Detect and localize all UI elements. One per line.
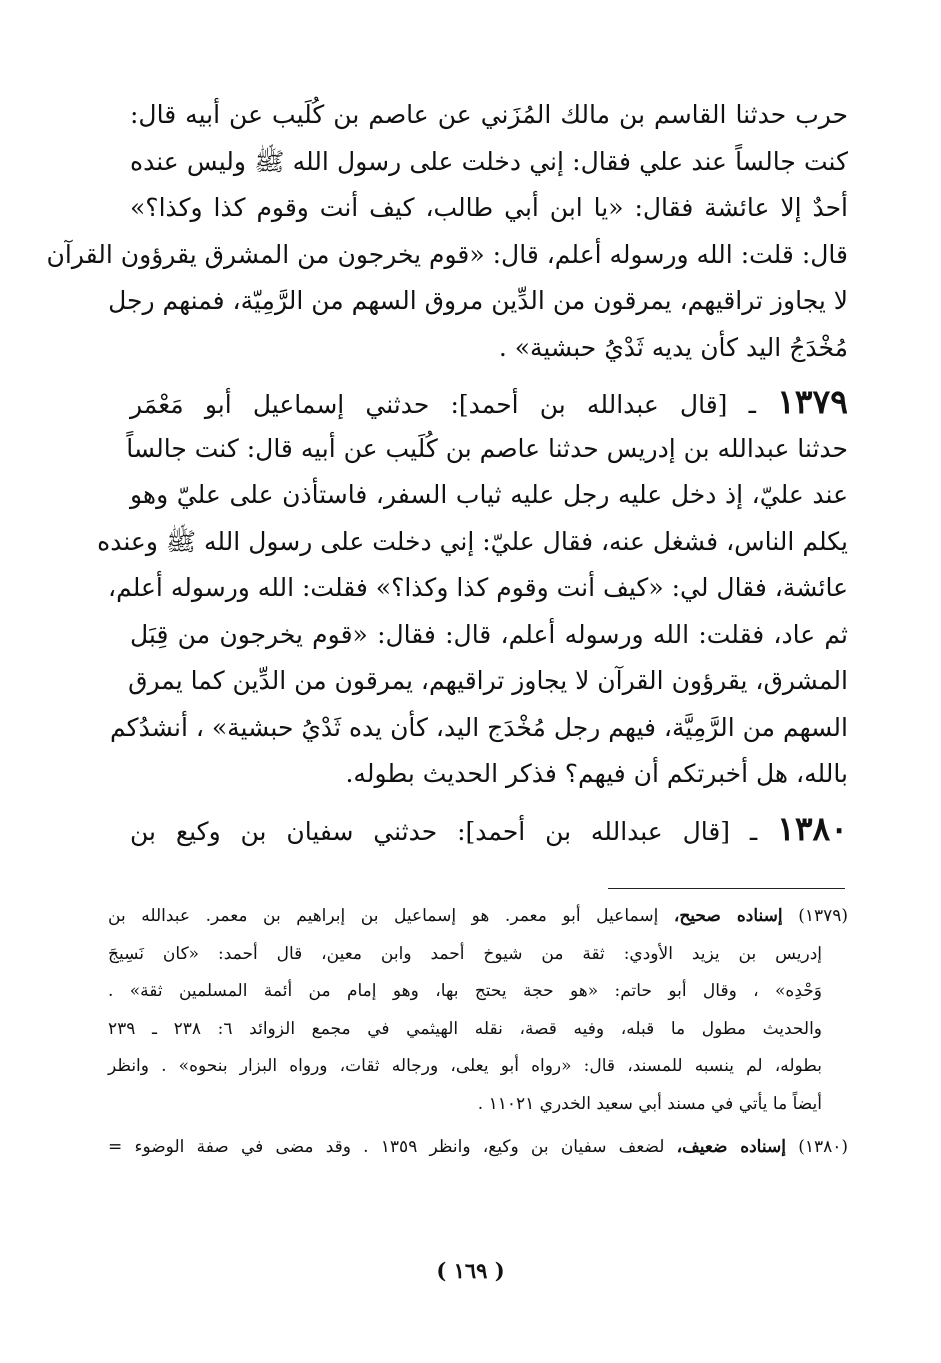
footnote-line: أيضاً ما يأتي في مسند أبي سعيد الخدري ١١٠٢١ . <box>477 1093 822 1114</box>
footnotes-block <box>108 898 848 1167</box>
text-line: ثم عاد، فقلت: الله ورسوله أعلم، قال: فقال: «قوم يخرجون من قِبَل <box>130 619 848 649</box>
hadith-number: ١٣٧٩ <box>777 382 848 421</box>
text-line: حرب حدثنا القاسم بن مالك المُزَني عن عاصم بن كُلَيب عن أبيه قال: <box>130 100 848 129</box>
footnote-1379-first-line <box>108 898 848 936</box>
text-line: حدثنا عبدالله بن إدريس حدثنا عاصم بن كُلَيب عن أبيه قال: كنت جالساً <box>126 433 848 463</box>
text-line: السهم من الرَّمِيَّة، فيهم رجل مُخْدَج اليد، كأن يده ثَدْيُ حبشية» ، أنشدُكم <box>110 712 848 742</box>
text-line: المشرق، يقرؤون القرآن لا يجاوز تراقيهم، يمرقون من الدِّين كما يمرق <box>128 666 848 695</box>
text-line: قال: قلت: الله ورسوله أعلم، قال: «قوم يخرجون من المشرق يقرؤون القرآن <box>46 239 848 269</box>
text-line: مُخْدَجُ اليد كأن يديه ثَدْيُ حبشية» . <box>498 332 848 362</box>
footnote-line: وَحْدِه» ، وقال أبو حاتم: «هو حجة يحتج بها، وهو إمام من أئمة المسلمين ثقة» . <box>108 981 822 1001</box>
hadith-heading-text: ـ [قال عبدالله بن أحمد]: حدثني سفيان بن وكيع بن <box>130 816 758 846</box>
footnote-line: بطوله، لم ينسبه للمسند، قال: «رواه أبو يعلى، ورجاله ثقات، ورواه البزار بنحوه» . وانظر <box>108 1056 822 1076</box>
main-text-block <box>46 92 848 852</box>
footnote-text: لضعف سفيان بن وكيع، وانظر ١٣٥٩ . وقد مضى في صفة الوضوء = <box>108 1137 665 1157</box>
footnote-1380-line <box>108 1129 848 1167</box>
footnote-line: والحديث مطول ما قبله، وفيه قصة، نقله الهيثمي في مجمع الزوائد ٦: ٢٣٨ ـ ٢٣٩ <box>108 1018 823 1039</box>
footnote-text: إسماعيل أبو معمر. هو إسماعيل بن إبراهيم بن معمر. عبدالله بن <box>108 906 659 926</box>
hadith-1379-heading-line <box>130 379 848 426</box>
text-line: كنت جالساً عند علي فقال: إني دخلت على رسول الله ﷺ وليس عنده <box>130 146 848 176</box>
hadith-heading-text: ـ [قال عبدالله بن أحمد]: حدثني إسماعيل أبو مَعْمَر <box>130 390 756 419</box>
footnote-verdict: إسناده صحيح، <box>673 906 783 926</box>
hadith-1380-heading-line <box>130 806 848 853</box>
text-line: عائشة، فقال لي: «كيف أنت وقوم كذا وكذا؟» فقلت: الله ورسوله أعلم، <box>108 573 848 602</box>
footnote-verdict: إسناده ضعيف، <box>676 1137 786 1157</box>
text-line: أحدٌ إلا عائشة فقال: «يا ابن أبي طالب، كيف أنت وقوم كذا وكذا؟» <box>130 193 848 222</box>
footnote-marker: (١٣٨٠) <box>798 1137 848 1157</box>
text-line: لا يجاوز تراقيهم، يمرقون من الدِّين مروق السهم من الرَّمِيّة، فمنهم رجل <box>108 286 848 315</box>
text-line: بالله، هل أخبرتكم أن فيهم؟ فذكر الحديث بطوله. <box>345 759 848 788</box>
footnote-line: إدريس بن يزيد الأودي: ثقة من شيوخ أحمد وابن معين، قال أحمد: «كان نَسِيجَ <box>108 943 822 964</box>
hadith-number: ١٣٨٠ <box>777 808 848 848</box>
text-line: عند عليّ، إذ دخل عليه رجل عليه ثياب السفر، فاستأذن على عليّ وهو <box>130 480 848 509</box>
footnote-separator <box>608 888 845 889</box>
page-number: ( ١٦٩ ) <box>436 1258 505 1283</box>
footnote-marker: (١٣٧٩) <box>798 906 849 926</box>
text-line: يكلم الناس، فشغل عنه، فقال عليّ: إني دخلت على رسول الله ﷺ وعنده <box>97 526 848 556</box>
